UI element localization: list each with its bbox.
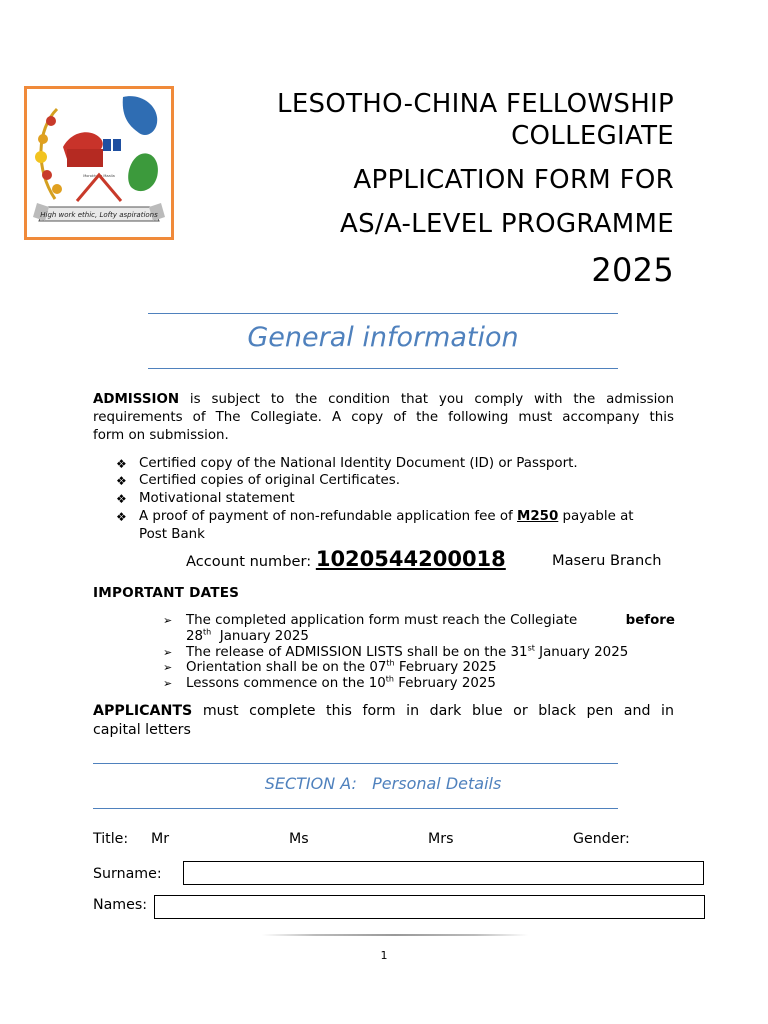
- surname-field[interactable]: [183, 861, 704, 885]
- important-dates-heading: IMPORTANT DATES: [93, 585, 240, 601]
- college-name-line2: COLLEGIATE: [511, 121, 674, 151]
- diamond-bullet-icon: ❖: [116, 474, 127, 488]
- arrow-bullet-icon: ➢: [163, 646, 173, 659]
- arrow-bullet-icon: ➢: [163, 677, 173, 690]
- title-label: Title:: [93, 831, 129, 847]
- arrow-bullet-icon: ➢: [163, 614, 173, 627]
- applicants-instruction: APPLICANTS must complete this form in dark blue or black pen and in capital letters: [93, 703, 674, 738]
- form-title-line2: AS/A-LEVEL PROGRAMME: [340, 209, 674, 239]
- title-option-mrs[interactable]: Mrs: [428, 831, 454, 847]
- page-number: 1: [380, 949, 388, 962]
- divider: [148, 368, 618, 369]
- diamond-bullet-icon: ❖: [116, 457, 127, 471]
- surname-label: Surname:: [93, 866, 162, 882]
- application-fee: M250: [517, 509, 559, 524]
- title-option-ms[interactable]: Ms: [289, 831, 309, 847]
- arrow-bullet-icon: ➢: [163, 661, 173, 674]
- divider: [93, 763, 618, 764]
- divider: [93, 808, 618, 809]
- general-info-heading: General information: [247, 322, 519, 353]
- college-logo: [24, 86, 174, 240]
- college-name-line1: LESOTHO-CHINA FELLOWSHIP: [277, 89, 674, 119]
- footer-divider: [262, 934, 528, 936]
- divider: [148, 313, 618, 314]
- admission-paragraph: ADMISSION is subject to the condition that you comply with the admission requirements of The Collegiate. A copy of the following must accompany this form on submission.: [93, 392, 674, 443]
- names-label: Names:: [93, 897, 148, 913]
- diamond-bullet-icon: ❖: [116, 492, 127, 506]
- account-number-row: Account number: 1020544200018: [186, 547, 506, 571]
- form-year: 2025: [591, 251, 674, 289]
- applicants-label: APPLICANTS: [93, 703, 193, 719]
- admission-label: ADMISSION: [93, 392, 180, 407]
- diamond-bullet-icon: ❖: [116, 510, 127, 524]
- account-number: 1020544200018: [315, 547, 506, 571]
- section-a-heading: SECTION A: Personal Details: [264, 774, 502, 793]
- college-crest-icon: [27, 89, 171, 237]
- gender-label: Gender:: [573, 831, 630, 847]
- bank-branch: Maseru Branch: [552, 552, 662, 569]
- names-field[interactable]: [154, 895, 705, 919]
- logo-caption: Morokhoso Maalla: [83, 174, 115, 178]
- title-option-mr[interactable]: Mr: [151, 831, 170, 847]
- logo-motto: High work ethic, Lofty aspirations: [40, 211, 158, 219]
- form-title-line1: APPLICATION FORM FOR: [353, 165, 674, 195]
